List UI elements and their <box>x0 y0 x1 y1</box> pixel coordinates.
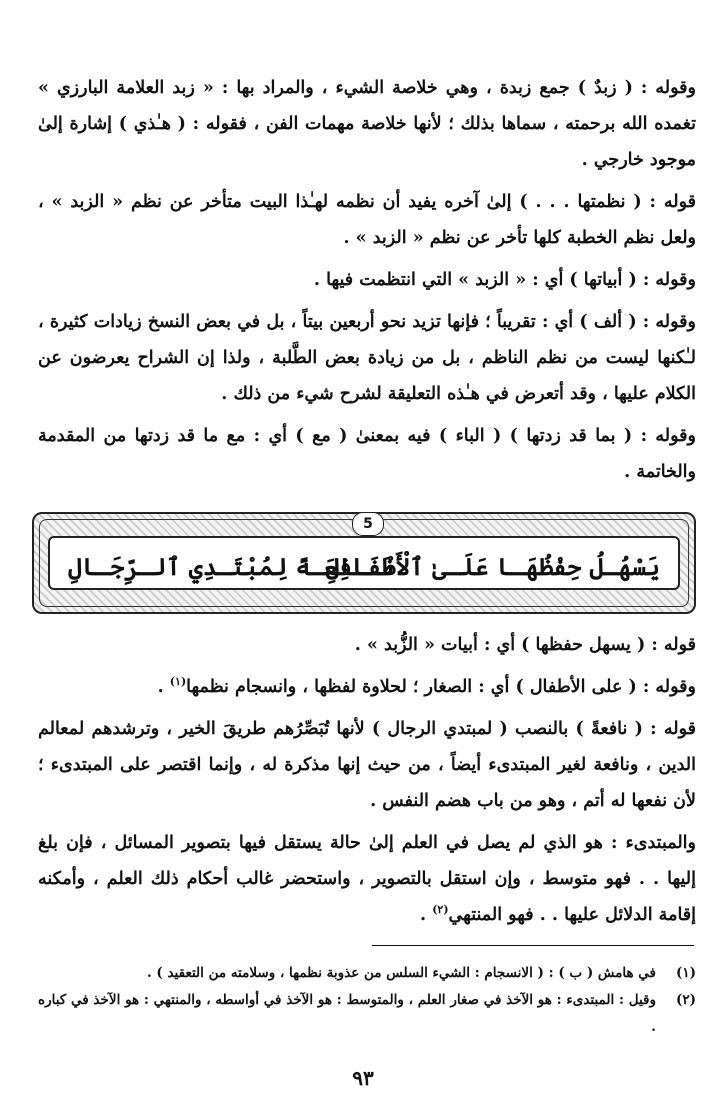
paragraph-mubtadi-end: . <box>420 905 433 925</box>
verse-number-badge: 5 <box>352 512 384 536</box>
paragraph-nazamtuha: قوله : ( نظمتها . . . ) إلىٰ آخره يفيد أن نظمه لهـٰذا البيت متأخر عن نظم « الزبد » ، ولعل نظم الخطبة كلها تأخر عن نظم « الزبد » . <box>38 192 696 248</box>
footnotes <box>38 960 696 1041</box>
paragraph-atfal-end: . <box>157 677 170 697</box>
verse-first-hemistich: يَسْهُـلُ حِفْظُهَـا عَلَـىٰ ٱلْأَطْفَـالِ <box>325 552 660 581</box>
commentary-top <box>38 70 696 490</box>
footnote-number: (١) <box>675 965 696 981</box>
footnote-separator <box>372 945 694 946</box>
paragraph-abyatuha: وقوله : ( أبياتها ) أي : « الزبد » التي انتظمت فيها . <box>313 270 696 290</box>
footnote-2 <box>38 987 696 1041</box>
paragraph-alf: وقوله : ( ألف ) أي : تقريباً ؛ فإنها تزيد نحو أربعين بيتاً ، بل في بعض النسخ زيادات كثيرة ، لـٰكنها ليست من نظم الناظم ، بل من زيادة بعض الطَّلبة ، ولذا إن الشراح يعرضون عن الكلام عليها ، وقد أتعرض في هـٰذه التعليقة لشرح شيء من ذلك . <box>38 312 696 404</box>
verse-box <box>48 536 680 590</box>
footnote-1 <box>38 960 696 987</box>
paragraph-atfal <box>38 669 696 705</box>
paragraph-nafiatan <box>38 711 696 819</box>
footnote-ref-2[interactable]: (٢) <box>432 903 449 917</box>
paragraph-atfal-text: وقوله : ( على الأطفال ) أي : الصغار ؛ لحلاوة لفظها ، وانسجام نظمها <box>186 677 696 697</box>
paragraph-mubtadi-text: والمبتدىء : هو الذي لم يصل في العلم إلىٰ حالة يستقل فيها بتصوير المسائل ، فإن بلغ إليها . . فهو متوسط ، وإن استقل بالتصوير ، واستحضر غالب أحكام ذلك العلم ، وأمكنه إقامة الدلائل عليها . . فهو المنتهي <box>38 833 696 925</box>
footnote-number: (٢) <box>675 992 696 1008</box>
footnote-text: في هامش ( ب ) : ( الانسجام : الشيء السلس من عذوبة نظمها ، وسلامته من التعقيد ) . <box>146 965 656 981</box>
paragraph-nafiatan-text: قوله : ( نافعةً ) بالنصب ( لمبتدي الرجال ) لأنها تُبَصِّرُهم طريقَ الخير ، وترشدهم لمعالم الدين ، ونافعة لغير المبتدىء أيضاً ، من حيث إنها مذكرة له ، وإنما اقتصر على المبتدىء ؛ لأن نفعها له أتم ، وهو من باب هضم النفس . <box>38 719 696 811</box>
footnote-ref-1[interactable]: (١) <box>169 675 187 689</box>
page-number: ٩٣ <box>352 1066 374 1090</box>
commentary-bottom <box>38 627 696 933</box>
paragraph-zubad: وقوله : ( زبدٌ ) جمع زبدة ، وهي خلاصة الشيء ، والمراد بها : « زبد العلامة البارزي » تغمده الله برحمته ، سماها بذلك ؛ لأنها خلاصة مهمات الفن ، فقوله : ( هـٰذي ) إشارة إلىٰ موجود خارجي . <box>38 78 696 170</box>
footnote-text: وقيل : المبتدىء : هو الآخذ في صغار العلم ، والمتوسط : هو الآخذ في أواسطه ، والمنتهي : هو الآخذ في كباره . <box>38 992 656 1035</box>
verse-second-hemistich: نَـافِعَـةً لِمُبْتَـدِي ٱلـرِّجَـالِ <box>68 552 395 581</box>
paragraph-yashul-text: قوله : ( يسهل حفظها ) أي : أبيات « الزُّبد » . <box>354 635 696 655</box>
paragraph-bima-zidtuha: وقوله : ( بما قد زدتها ) ( الباء ) فيه بمعنىٰ ( مع ) أي : مع ما قد زدتها من المقدمة والخاتمة . <box>38 426 696 482</box>
paragraph-mubtadi <box>38 825 696 933</box>
paragraph-yashul <box>38 627 696 663</box>
